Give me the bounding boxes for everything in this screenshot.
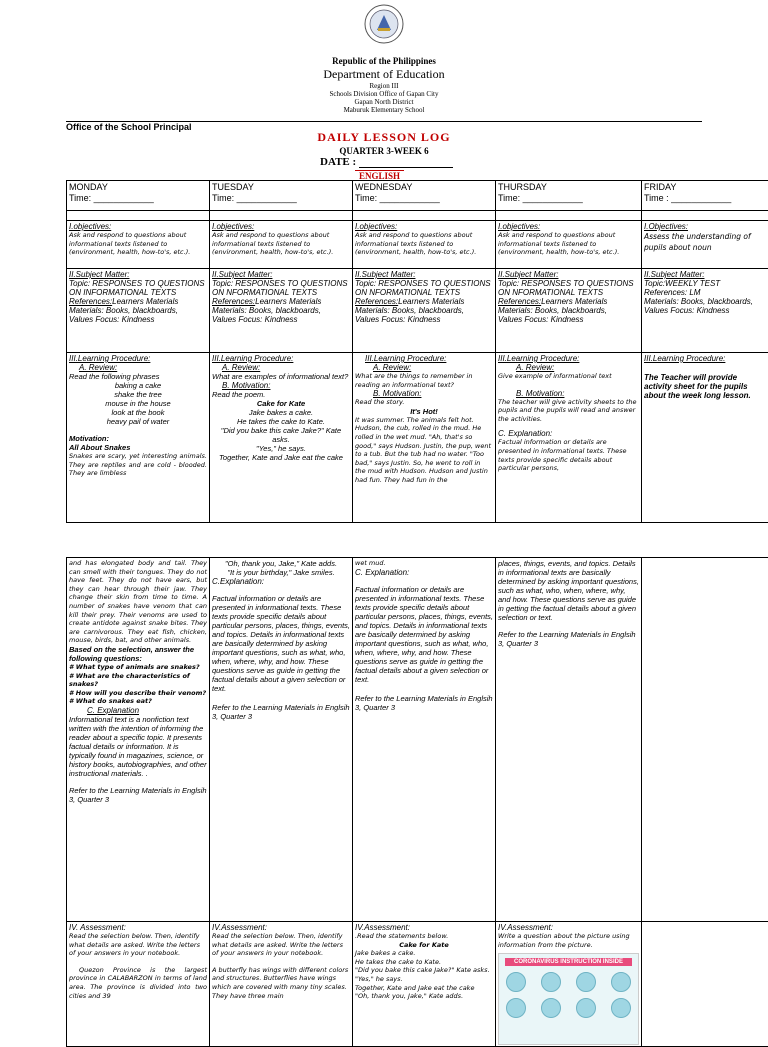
day-wednesday: WEDNESDAY Time: ____________: [353, 181, 496, 211]
days-row: [67, 181, 768, 211]
procedure-cont-friday: [642, 558, 768, 922]
lesson-log-table-page1: [66, 180, 768, 523]
subject-matter-friday: II.Subject Matter: Topic:WEEKLY TEST References: LM Materials: Books, blackboards, Values Focus: Kindness: [642, 269, 768, 353]
assessment-wednesday: IV.Assessment: .Read the statements below. Cake for Kate Jake bakes a cake. He takes the cake to Kate. "Did you bake this cake Jake?" Kate asks. "Yes," he says. Together, Kate and Jake eat the cake "Oh, thank you, Jake," Kate adds.: [353, 922, 496, 1047]
procedure-cont-wednesday: wet mud. C. Explanation: Factual information or details are presented in informational texts. These texts provide specific details about particular persons, places, things, events, and topics. Details in informational texts are basically determined by asking important questions, such as what, who, when, where, why, and how. These questions serve as guide in getting the factual details about a given selection or text. Refer to the Learning Materials in Englsih 3, Quarter 3: [353, 558, 496, 922]
quarter-week: QUARTER 3-WEEK 6: [0, 146, 768, 156]
procedure-cont-thursday: places, things, events, and topics. Details in informational texts are basically determined by asking important questions, such as what, who, when, where, why, and how. These questions serve as guide in getting the factual details about a given selection or text. Refer to the Learning Materials in Englsih 3, Quarter 3: [496, 558, 642, 922]
procedure-continued-row: [67, 558, 768, 922]
day-friday: FRIDAY Time : ____________: [642, 181, 768, 211]
subject-matter-wednesday: II.Subject Matter: Topic: RESPONSES TO QUESTIONS ON NFORMATIONAL TEXTS References:Learners Materials Materials: Books, blackboards, Values Focus: Kindness: [353, 269, 496, 353]
subject-matter-monday: II.Subject Matter: Topic: RESPONSES TO QUESTIONS ON INFORMATIONAL TEXTS References:Learners Materials Materials: Books, blackboards, Values Focus: Kindness: [67, 269, 210, 353]
day-monday: MONDAY Time: ____________: [67, 181, 210, 211]
procedure-tuesday: III.Learning Procedure: A. Review: What are examples of informational text? B. Motivation: Read the poem. Cake for Kate Jake bakes a cake. He takes the cake to Kate. "Did you bake this cake Jake?" Kate asks. "Yes," he says. Together, Kate and Jake eat the cake: [210, 353, 353, 523]
procedure-wednesday: III.Learning Procedure: A. Review: What are the things to remember in reading an informational text? B. Motivation: Read the story. It's Hot! It was summer. The animals felt hot. Hudson, the cub, rolled in the mud. He rolled in the wet mud. "Ah, that's so good," says Hudson. Justin, the pup, went to a tub. But the tub had no water. "Too bad," says Justin. So, he went to roll in the mud with Hudson. Hudson and Justin had fun. They had fun in the: [353, 353, 496, 523]
coronavirus-poster-image: [498, 953, 639, 1045]
assessment-friday: [642, 922, 768, 1047]
region-line: Region III: [0, 82, 768, 90]
lesson-log-table-page2: [66, 557, 768, 1047]
procedure-thursday: III.Learning Procedure: A. Review: Give example of informational text B. Motivation: The teacher will give activity sheets to the pupils and the pupils will read and answer the activities. C. Explanation: Factual information or details are presented in informational texts. These texts provide specific details about particular persons,: [496, 353, 642, 523]
procedure-monday: III.Learning Procedure: A. Review: Read the following phrases baking a cake shake the tree mouse in the house look at the book heavy pail of water Motivation: All About Snakes Snakes are scary, yet interesting animals. They are reptiles and are cold - blooded. They are limbless: [67, 353, 210, 523]
assessment-tuesday: IV.Assessment: Read the selection below. Then, identify what details are asked. Write the letters of your answers in your notebook. A butterfly has wings with different colors and structures. Butterflies have wings which are covered with many tiny scales. They have three main: [210, 922, 353, 1047]
day-tuesday: TUESDAY Time: ____________: [210, 181, 353, 211]
objectives-row: [67, 221, 768, 269]
procedure-row: [67, 353, 768, 523]
subject-matter-thursday: II.Subject Matter: Topic: RESPONSES TO QUESTIONS ON NFORMATIONAL TEXTS References:Learners Materials Materials: Books, blackboards, Values Focus: Kindness: [496, 269, 642, 353]
deped-seal-icon: [364, 4, 404, 44]
school-line: Maburuk Elementary School: [0, 106, 768, 114]
objectives-friday: I.Objectives: Assess the understanding of pupils about noun: [642, 221, 768, 269]
date-field: DATE :: [320, 156, 453, 168]
department-line: Department of Education: [0, 67, 768, 82]
assessment-row: [67, 922, 768, 1047]
assessment-thursday: IV.Assessment: Write a question about the picture using information from the picture. CORONAVIRUS INSTRUCTION INSIDE: [496, 922, 642, 1047]
subject-matter-row: [67, 269, 768, 353]
objectives-wednesday: I.objectives: Ask and respond to questions about informational texts listened to (environment, health, how-to's, etc.).: [353, 221, 496, 269]
day-thursday: THURSDAY Time: ____________: [496, 181, 642, 211]
objectives-monday: I.objectives: Ask and respond to questions about informational texts listened to (environment, health, how-to's, etc.).: [67, 221, 210, 269]
document-title: DAILY LESSON LOG: [0, 130, 768, 145]
subject-matter-tuesday: II.Subject Matter: Topic: RESPONSES TO QUESTIONS ON NFORMATIONAL TEXTS References:Learners Materials Materials: Books, blackboards, Values Focus: Kindness: [210, 269, 353, 353]
subject-label: ENGLISH: [355, 170, 404, 181]
procedure-friday: III.Learning Procedure: The Teacher will provide activity sheet for the pupils about the week long lesson.: [642, 353, 768, 523]
procedure-cont-monday: and has elongated body and tail. They can smell with their tongues. They do not have feet. They do not have ears, but they can hear through their jaw. They change their skin from time to time. A number of snakes have venom that can kill their prey. Their venoms are used to create antidote against snake bites. They are carnivorous. They eat fish, chicken, mouse, birds, bat, and other animals. Based on the selection, answer the following questions: # What type of animals are snakes? # What are the characteristics of snakes? # How will you describe their venom? # What do snakes eat? C. Explanation Informational text is a nonfiction text written with the intention of informing the reader about a specific topic. It presents factual details or information. It is typically found in magazines, science, or history books, autobiographies, and other instructional materials. . Refer to the Learning Materials in Englsih 3, Quarter 3: [67, 558, 210, 922]
division-line: Schools Division Office of Gapan City: [0, 90, 768, 98]
assessment-monday: IV. Assessment: Read the selection below. Then, identify what details are asked. Write the letters of your answers in your notebook. Quezon Province is the largest province in CALABARZON in terms of land area. The province is divided into two cities and 39: [67, 922, 210, 1047]
republic-line: Republic of the Philippines: [0, 56, 768, 66]
objectives-tuesday: I.objectives: Ask and respond to questions about informational texts listened to (environment, health, how-to's, etc.).: [210, 221, 353, 269]
objectives-thursday: I.objectives: Ask and respond to questions about informational texts listened to (environment, health, how-to's, etc.).: [496, 221, 642, 269]
procedure-cont-tuesday: "Oh, thank you, Jake," Kate adds. "It is your birthday," Jake smiles. C.Explanation: Factual information or details are presented in informational texts. These texts provide specific details about particular persons, places, things, events, and topics. Details in informational texts are basically determined by asking important questions, such as what, who, when, where, why, and how. These questions serve as guide in getting the factual details about a given selection or text. Refer to the Learning Materials in Englsih 3, Quarter 3: [210, 558, 353, 922]
office-label: Office of the School Principal: [66, 122, 192, 132]
district-line: Gapan North District: [0, 98, 768, 106]
poster-title: CORONAVIRUS INSTRUCTION INSIDE: [505, 958, 632, 966]
